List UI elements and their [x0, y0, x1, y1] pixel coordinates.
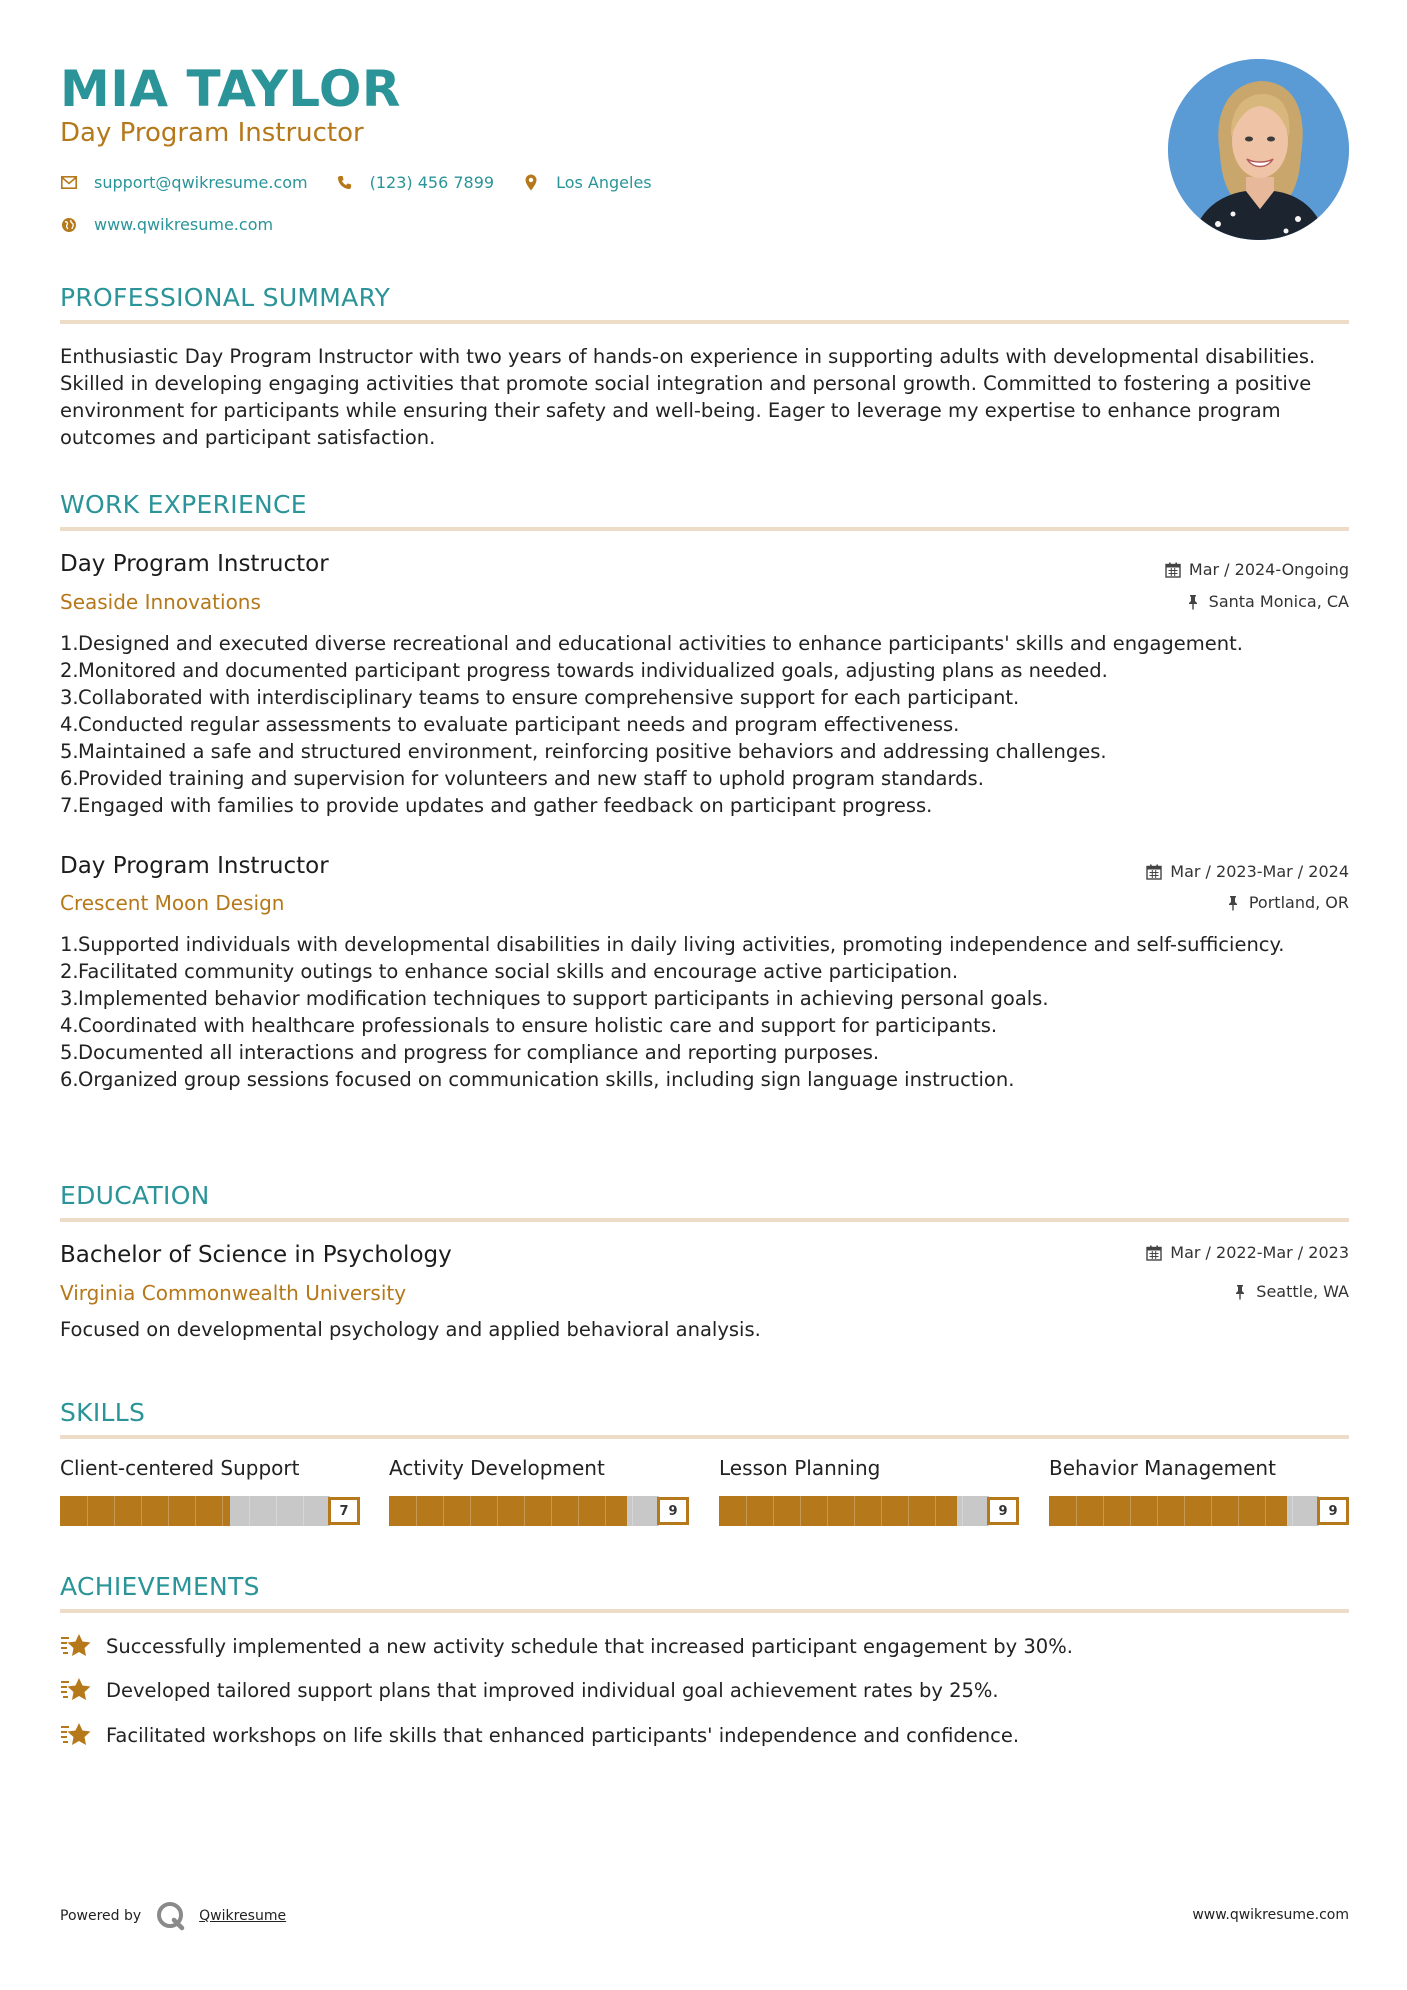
skill-bar-segment — [935, 1496, 936, 1526]
contact-location — [522, 173, 652, 192]
skill-bar-segment — [1076, 1496, 1077, 1526]
skill-bar-segment — [578, 1496, 579, 1526]
skill-bar-segment — [195, 1496, 196, 1526]
powered-by-label: Powered by — [60, 1908, 142, 1924]
skill-bar-segment — [416, 1496, 417, 1526]
list-item: 1. Designed and executed diverse recreational and educational activities to enhance participants' skills and engagement. — [60, 632, 1243, 655]
summary-text: Enthusiastic Day Program Instructor with two years of hands-on experience in supporting adults with developmental disabilities. Skilled in developing engaging activities that promote social integration and personal growth. Committed to fostering a positive environment for participants while ensuring their safety and well-being. Eager to leverage my expertise to enhance program outcomes and participant satisfaction. — [60, 345, 1316, 449]
achievement-item — [60, 1632, 1073, 1660]
map-pin-icon — [522, 174, 540, 192]
contact-email[interactable] — [60, 173, 308, 192]
job-bullets — [60, 931, 1330, 1093]
star-award-icon — [60, 1721, 92, 1749]
calendar-icon — [1146, 1245, 1162, 1261]
list-item: 1. Supported individuals with developmental disabilities in daily living activities, promoting independence and self-sufficiency. — [60, 933, 1285, 956]
skill-item — [719, 1456, 1019, 1519]
job-dates-text: Mar / 2024-Ongoing — [1188, 560, 1349, 579]
skill-bar-segment — [1130, 1496, 1131, 1526]
skill-item — [389, 1456, 689, 1519]
job-location-text: Santa Monica, CA — [1208, 592, 1349, 611]
footer-url[interactable]: www.qwikresume.com — [1192, 1907, 1349, 1923]
email-text: support@qwikresume.com — [94, 173, 308, 192]
section-divider — [60, 527, 1349, 531]
list-item: 2. Monitored and documented participant progress towards individualized goals, adjusting plans as needed. — [60, 659, 1108, 682]
skill-bar-segment — [1265, 1496, 1266, 1526]
skill-bar-segment — [1292, 1496, 1293, 1526]
education-location — [1232, 1282, 1349, 1301]
skill-bar-segment — [551, 1496, 552, 1526]
achievement-text: Facilitated workshops on life skills that enhanced participants' independence and confidence. — [106, 1723, 1020, 1747]
school-name: Virginia Commonwealth University — [60, 1281, 407, 1305]
skill-level-bar — [389, 1496, 689, 1526]
qwikresume-logo-icon — [155, 1900, 187, 1932]
skill-bar-segment — [854, 1496, 855, 1526]
list-item: 3. Implemented behavior modification techniques to support participants in achieving personal goals. — [60, 987, 1049, 1010]
skill-name: Lesson Planning — [719, 1456, 881, 1480]
skill-level-value: 9 — [1317, 1497, 1349, 1525]
skill-bar-segment — [632, 1496, 633, 1526]
summary-heading: PROFESSIONAL SUMMARY — [60, 283, 391, 312]
skill-level-bar — [719, 1496, 1019, 1526]
section-divider — [60, 1609, 1349, 1613]
skill-bar-segment — [222, 1496, 223, 1526]
skill-bar-segment — [1211, 1496, 1212, 1526]
skill-bar-segment — [303, 1496, 304, 1526]
skill-bar-segment — [1157, 1496, 1158, 1526]
contact-row-1 — [60, 173, 680, 192]
skill-bar-segment — [114, 1496, 115, 1526]
skill-name: Activity Development — [389, 1456, 605, 1480]
skill-level-bar — [1049, 1496, 1349, 1526]
list-item: 5. Maintained a safe and structured environment, reinforcing positive behaviors and addressing challenges. — [60, 740, 1107, 763]
section-divider — [60, 1218, 1349, 1222]
job-location-text: Portland, OR — [1248, 893, 1349, 912]
skill-bar-fill — [1049, 1496, 1287, 1526]
calendar-icon — [1146, 864, 1162, 880]
skill-item — [1049, 1456, 1349, 1519]
skill-bar-segment — [524, 1496, 525, 1526]
job-dates — [1165, 560, 1349, 579]
education-dates — [1146, 1243, 1349, 1262]
skill-bar-segment — [827, 1496, 828, 1526]
candidate-title: Day Program Instructor — [60, 118, 364, 148]
footer-powered-by — [60, 1900, 286, 1932]
pushpin-icon — [1225, 895, 1241, 911]
skill-bar-segment — [87, 1496, 88, 1526]
job-location — [1225, 893, 1349, 912]
list-item: 3. Collaborated with interdisciplinary teams to ensure comprehensive support for each participant. — [60, 686, 1020, 709]
section-divider — [60, 320, 1349, 324]
achievements-heading: ACHIEVEMENTS — [60, 1572, 260, 1601]
education-location-text: Seattle, WA — [1256, 1282, 1349, 1301]
job-dates — [1146, 862, 1349, 881]
skill-level-value: 7 — [328, 1497, 360, 1525]
skill-bar-segment — [908, 1496, 909, 1526]
list-item: 6. Provided training and supervision for volunteers and new staff to uphold program standards. — [60, 767, 984, 790]
skill-bar-fill — [60, 1496, 230, 1526]
skill-bar-segment — [141, 1496, 142, 1526]
envelope-icon — [60, 174, 78, 192]
achievement-item — [60, 1676, 999, 1704]
profile-photo — [1168, 59, 1349, 240]
job-company: Crescent Moon Design — [60, 891, 285, 915]
job-title: Day Program Instructor — [60, 551, 329, 577]
website-text: www.qwikresume.com — [94, 215, 274, 234]
qwikresume-link[interactable]: Qwikresume — [199, 1908, 287, 1924]
pushpin-icon — [1232, 1284, 1248, 1300]
skill-bar-segment — [276, 1496, 277, 1526]
experience-heading: WORK EXPERIENCE — [60, 490, 307, 519]
contact-row-2 — [60, 215, 301, 234]
star-award-icon — [60, 1632, 92, 1660]
skill-bar-segment — [962, 1496, 963, 1526]
contact-phone[interactable] — [336, 173, 494, 192]
job-location — [1185, 592, 1349, 611]
section-divider — [60, 1435, 1349, 1439]
list-item: 7. Engaged with families to provide updates and gather feedback on participant progress. — [60, 794, 933, 817]
skill-bar-segment — [746, 1496, 747, 1526]
skill-name: Client-centered Support — [60, 1456, 300, 1480]
skill-bar-segment — [881, 1496, 882, 1526]
achievement-text: Developed tailored support plans that improved individual goal achievement rates by 25%. — [106, 1678, 999, 1702]
list-item: 2. Facilitated community outings to enhance social skills and encourage active participation. — [60, 960, 959, 983]
skill-level-bar — [60, 1496, 360, 1526]
skill-bar-segment — [1238, 1496, 1239, 1526]
skill-level-value: 9 — [987, 1497, 1019, 1525]
calendar-icon — [1165, 562, 1181, 578]
globe-icon — [60, 216, 78, 234]
skill-bar-fill — [389, 1496, 627, 1526]
skill-item — [60, 1456, 360, 1519]
skill-bar-segment — [470, 1496, 471, 1526]
achievement-item — [60, 1721, 1019, 1749]
education-description: Focused on developmental psychology and applied behavioral analysis. — [60, 1318, 761, 1341]
job-company: Seaside Innovations — [60, 590, 261, 614]
skill-bar-fill — [719, 1496, 957, 1526]
skill-name: Behavior Management — [1049, 1456, 1276, 1480]
list-item: 4. Coordinated with healthcare professionals to ensure holistic care and support for participants. — [60, 1014, 998, 1037]
skill-bar-segment — [497, 1496, 498, 1526]
candidate-name: MIA TAYLOR — [60, 60, 401, 118]
achievement-text: Successfully implemented a new activity schedule that increased participant engagement by 30%. — [106, 1634, 1073, 1658]
phone-text: (123) 456 7899 — [369, 173, 495, 192]
star-award-icon — [60, 1676, 92, 1704]
skill-bar-segment — [773, 1496, 774, 1526]
skill-bar-segment — [249, 1496, 250, 1526]
contact-website[interactable] — [60, 215, 273, 234]
skill-bar-segment — [800, 1496, 801, 1526]
degree-title: Bachelor of Science in Psychology — [60, 1242, 452, 1268]
list-item: 5. Documented all interactions and progress for compliance and reporting purposes. — [60, 1041, 880, 1064]
job-title: Day Program Instructor — [60, 853, 329, 879]
education-dates-text: Mar / 2022-Mar / 2023 — [1170, 1243, 1349, 1262]
education-heading: EDUCATION — [60, 1181, 210, 1210]
phone-icon — [336, 174, 354, 192]
job-bullets — [60, 630, 1330, 819]
skill-level-value: 9 — [657, 1497, 689, 1525]
skill-bar-segment — [443, 1496, 444, 1526]
skills-heading: SKILLS — [60, 1398, 146, 1427]
pushpin-icon — [1185, 594, 1201, 610]
list-item: 6. Organized group sessions focused on communication skills, including sign language instruction. — [60, 1068, 1015, 1091]
job-dates-text: Mar / 2023-Mar / 2024 — [1170, 862, 1349, 881]
skill-bar-segment — [168, 1496, 169, 1526]
skill-bar-segment — [1103, 1496, 1104, 1526]
skill-bar-segment — [605, 1496, 606, 1526]
list-item: 4. Conducted regular assessments to evaluate participant needs and program effectiveness. — [60, 713, 960, 736]
location-text: Los Angeles — [556, 173, 652, 192]
skill-bar-segment — [1184, 1496, 1185, 1526]
